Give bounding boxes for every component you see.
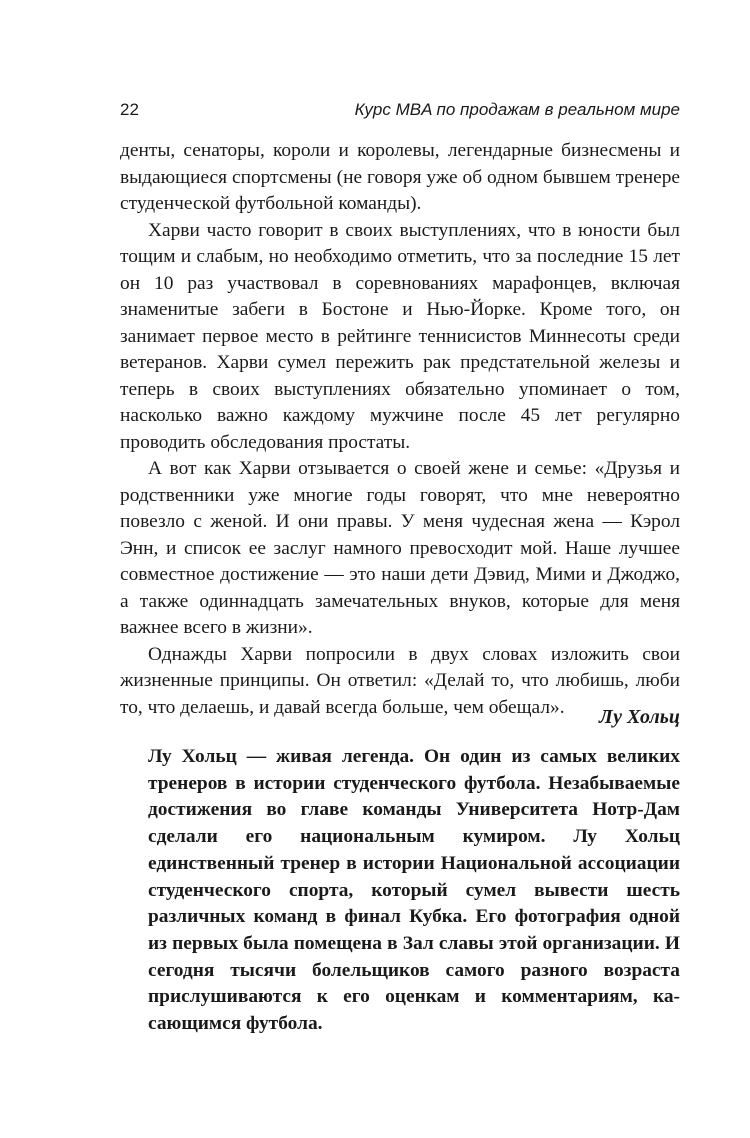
running-header (120, 100, 680, 122)
author-bio: Лу Хольц — живая легенда. Он один из самых великих тренеров в истории студенческого футбола. Незабываемые достижения во главе команды Университета Нотр-Дам сделали его национальным кумиром. Лу Хольц единственный тренер в истории Национальной ассоциации студенческого спорта, который сумел вывести шесть различных команд в финал Кубка. Его фотография одной из первых была помещена в Зал славы этой организации. И сегодня тысячи болельщиков самого разного возраста прислушиваются к его оценкам и комментариям, касающимся футбола. (148, 746, 680, 1035)
page-number: 22 (120, 100, 139, 119)
paragraph-continuation: денты, сенаторы, короли и королевы, легендарные бизнесмены и выдающиеся спортсмены (не говоря уже об одном бывшем тренере студенческой футбольной команды). (120, 140, 680, 214)
body-text (120, 138, 680, 721)
section-author-heading: Лу Хольц (599, 706, 680, 728)
paragraph-harvey-running: Харви часто говорит в своих выступлениях, что в юности был тощим и слабым, но необходимо отметить, что за последние 15 лет он 10 раз участвовал в соревнованиях марафонцев, включая знаменитые забеги в Бостоне и Нью-Йорке. Кроме того, он занимает первое место в рейтинге теннисистов Миннесоты среди ветеранов. Харви сумел пережить рак предстательной железы и теперь в своих выступлениях обязательно упоминает о том, насколько важно каждому мужчине после 45 лет регулярно проводить обследования простаты. (120, 219, 680, 453)
paragraph-harvey-family: А вот как Харви отзывается о своей жене и семье: «Друзья и родственники уже многие годы говорят, что мне невероятно повезло с женой. И они правы. У меня чудесная жена — Кэрол Энн, и список ее заслуг намного превосходит мой. Наше лучшее совместное достижение — это наши дети Дэвид, Мими и Джоджо, а также одиннадцать замечательных внуков, которые для меня важнее всего в жизни». (120, 458, 680, 638)
paragraph-harvey-principles: Однажды Харви попросили в двух словах изложить свои жизненные принципы. Он ответил: «Делай то, что любишь, люби то, что делаешь, и давай всегда больше, чем обещал». (120, 643, 680, 718)
running-title: Курс MBA по продажам в реальном мире (354, 100, 680, 119)
